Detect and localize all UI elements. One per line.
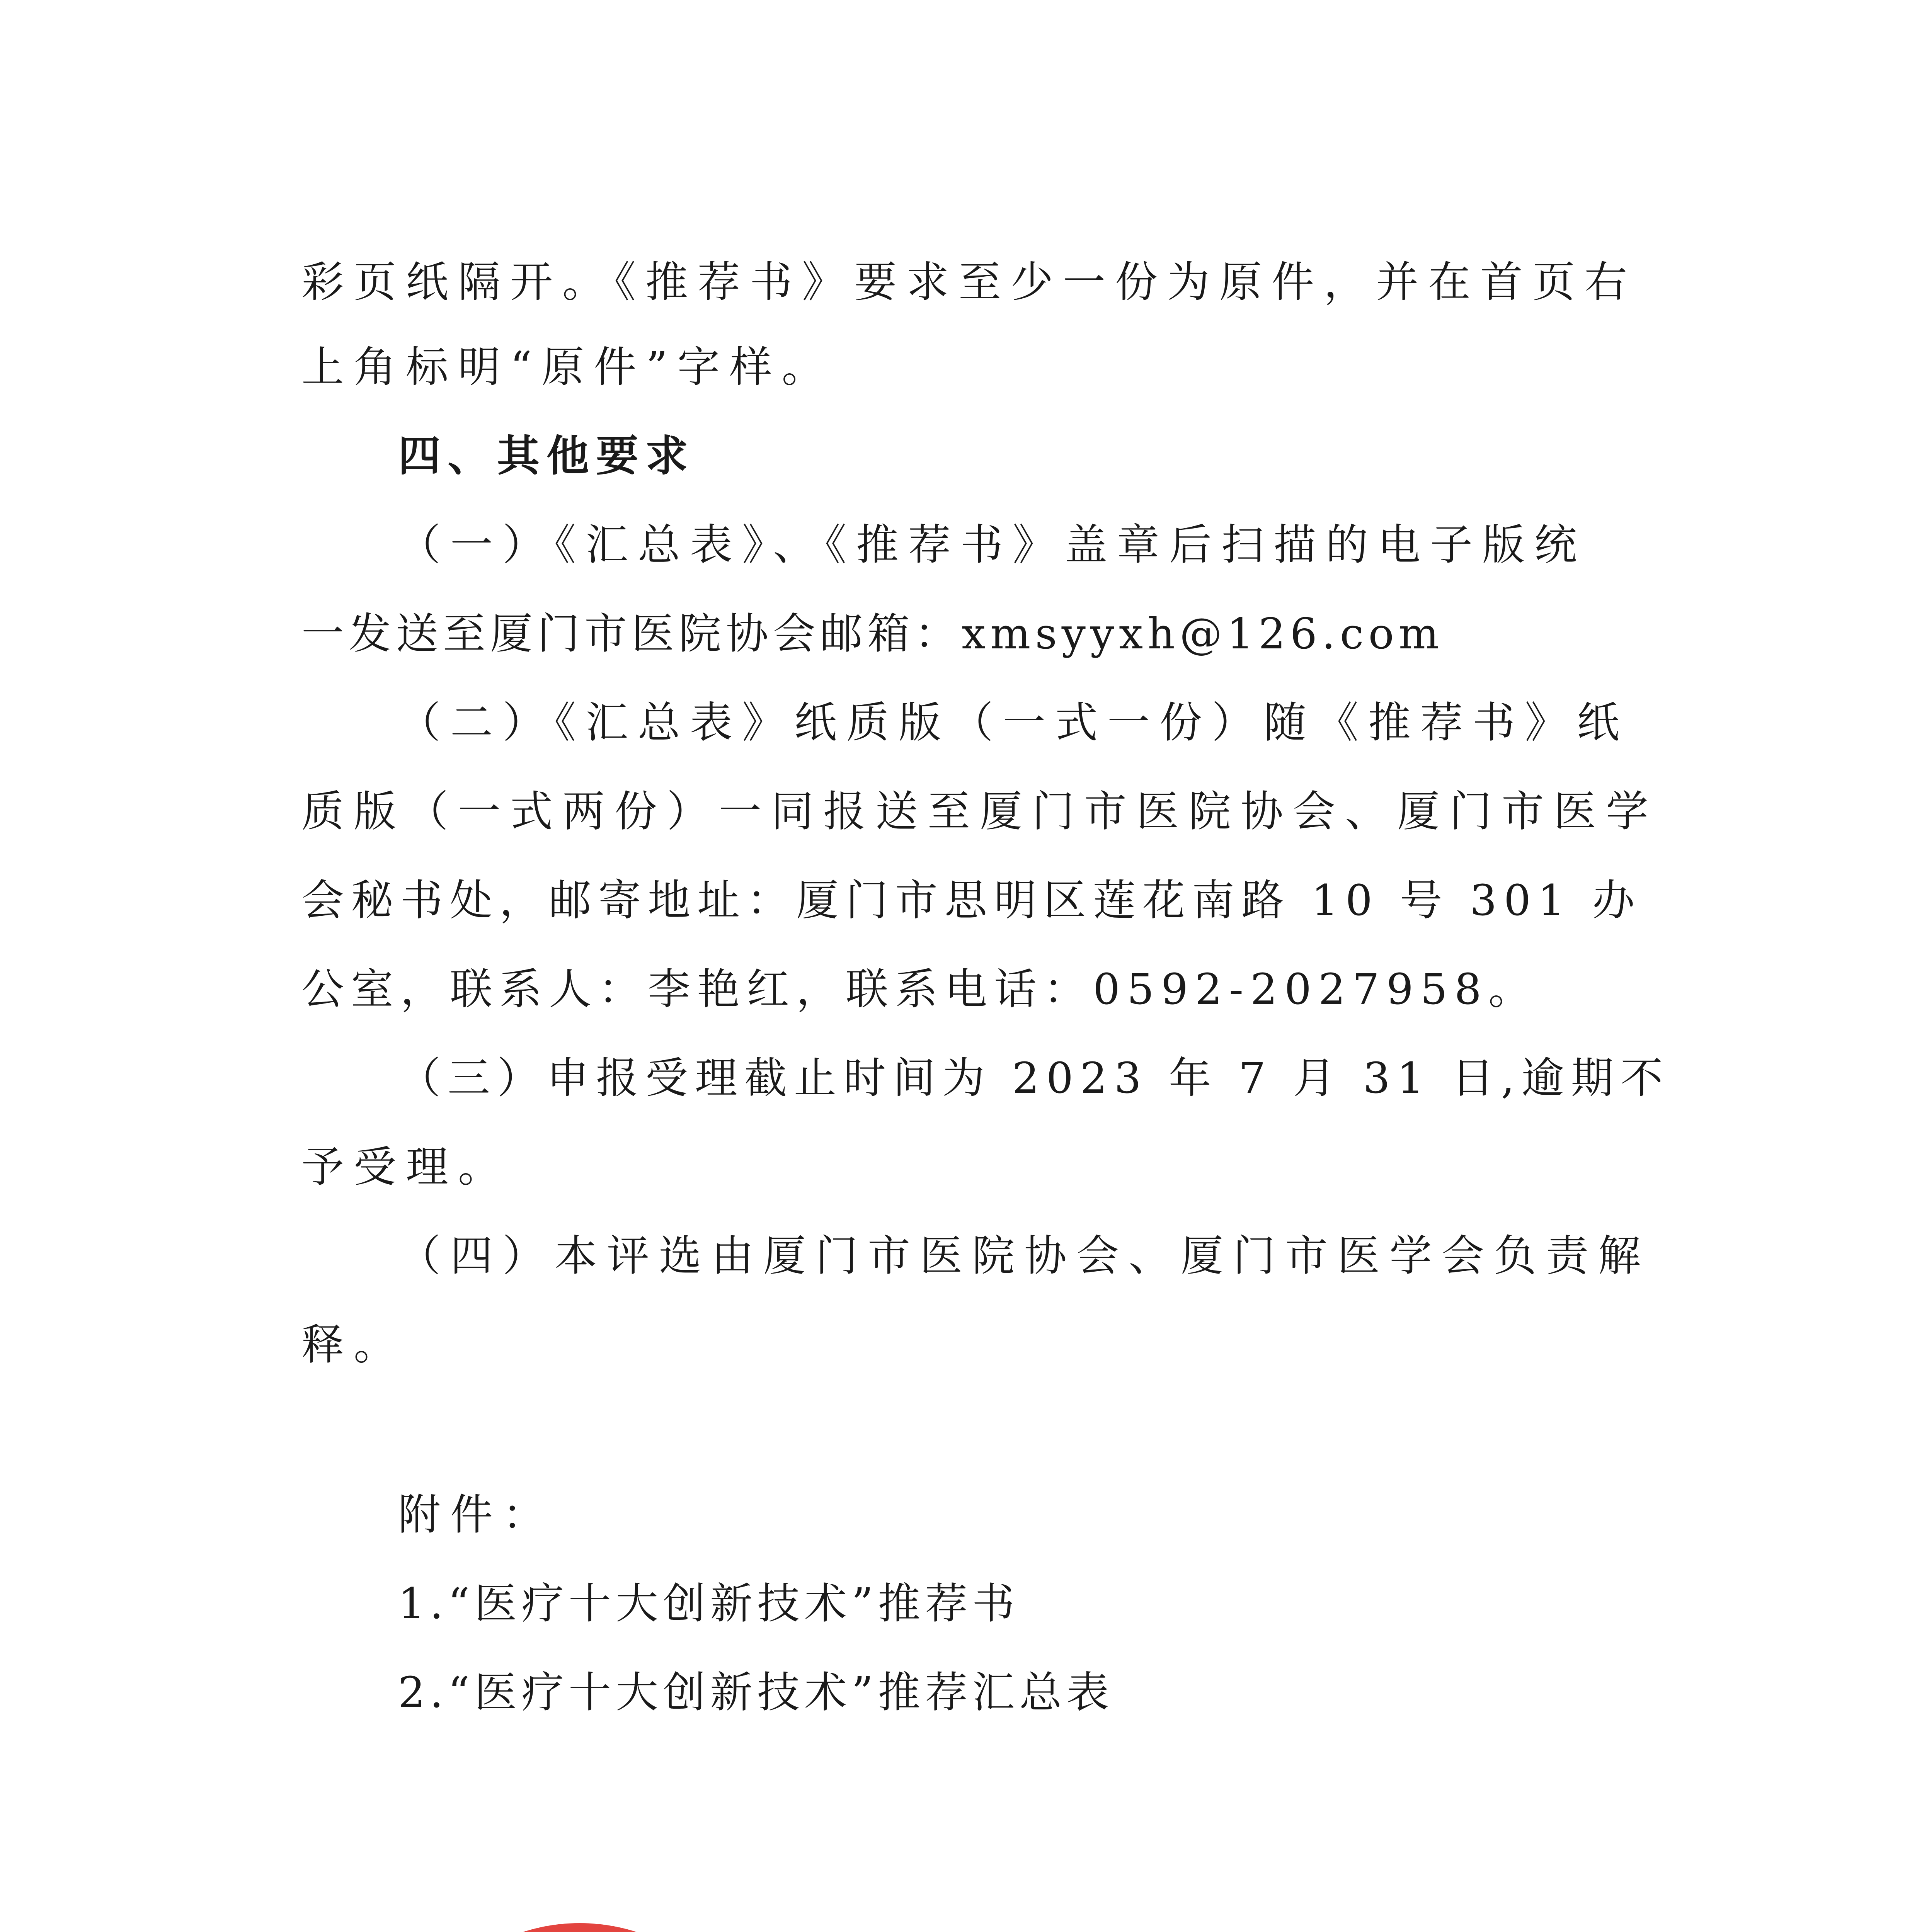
attachment-item-1: 1.“医疗十大创新技术”推荐书 <box>398 1579 1020 1628</box>
body-line-4: （一）《汇总表》、《推荐书》盖章后扫描的电子版统 <box>398 520 1587 570</box>
section-heading: 四、其他要求 <box>398 431 695 481</box>
body-line-12: （四）本评选由厦门市医院协会、厦门市医学会负责解 <box>398 1231 1650 1281</box>
body-line-8: 会秘书处，邮寄地址：厦门市思明区莲花南路 10 号 301 办 <box>301 876 1642 925</box>
body-line-10: （三）申报受理截止时间为 2023 年 7 月 31 日,逾期不 <box>398 1053 1670 1103</box>
body-line-9: 公室，联系人：李艳红，联系电话：0592-2027958。 <box>301 964 1538 1014</box>
body-line-7: 质版（一式两份）一同报送至厦门市医院协会、厦门市医学 <box>301 787 1658 836</box>
official-seal-hospital-association <box>386 1917 773 1932</box>
body-line-1: 彩页纸隔开。《推荐书》要求至少一份为原件，并在首页右 <box>301 257 1637 307</box>
attachment-item-2: 2.“医疗十大创新技术”推荐汇总表 <box>398 1668 1114 1717</box>
attachments-label: 附件： <box>398 1490 555 1539</box>
body-line-11: 予受理。 <box>301 1142 510 1192</box>
body-line-2: 上角标明“原件”字样。 <box>301 342 834 392</box>
body-line-5: 一发送至厦门市医院协会邮箱：xmsyyxh@126.com <box>301 609 1444 658</box>
body-line-13: 释。 <box>301 1320 406 1369</box>
body-line-6: （二）《汇总表》纸质版（一式一份）随《推荐书》纸 <box>398 698 1629 747</box>
